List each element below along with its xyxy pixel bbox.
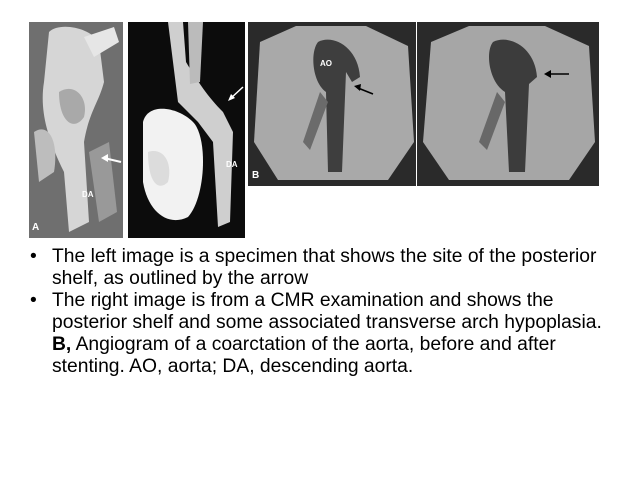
bullet-marker: • xyxy=(30,246,37,267)
caption-bullets xyxy=(28,246,618,378)
bullet-item xyxy=(28,290,618,378)
da-label-left: DA xyxy=(82,190,94,199)
bullet-text: The left image is a specimen that shows the site of the posterior shelf, as outlined by the arrow xyxy=(52,246,597,289)
specimen-image xyxy=(29,22,123,238)
specimen-drawing xyxy=(29,22,123,238)
angiogram-after-image xyxy=(417,22,599,186)
cmr-render-image xyxy=(128,22,245,238)
figure-strip xyxy=(29,22,599,238)
bullet-item xyxy=(28,246,618,290)
bullet-text-after: Angiogram of a coarctation of the aorta, before and after stenting. AO, aorta; DA, descending aorta. xyxy=(52,334,556,377)
angiogram-before-image xyxy=(248,22,416,186)
bullet-bold-label: B, xyxy=(52,334,72,355)
cmr-render-drawing xyxy=(128,22,245,238)
da-label-right: DA xyxy=(226,160,238,169)
bullet-marker: • xyxy=(30,290,37,311)
angiogram-after-drawing xyxy=(417,22,599,186)
panel-b-letter: B xyxy=(252,170,260,181)
angiogram-before-drawing xyxy=(248,22,416,186)
bullet-text-before: The right image is from a CMR examination and shows the posterior shelf and some associated transverse arch hypoplasia. xyxy=(52,290,602,333)
ao-label: AO xyxy=(320,59,332,68)
panel-a-letter: A xyxy=(32,222,40,233)
